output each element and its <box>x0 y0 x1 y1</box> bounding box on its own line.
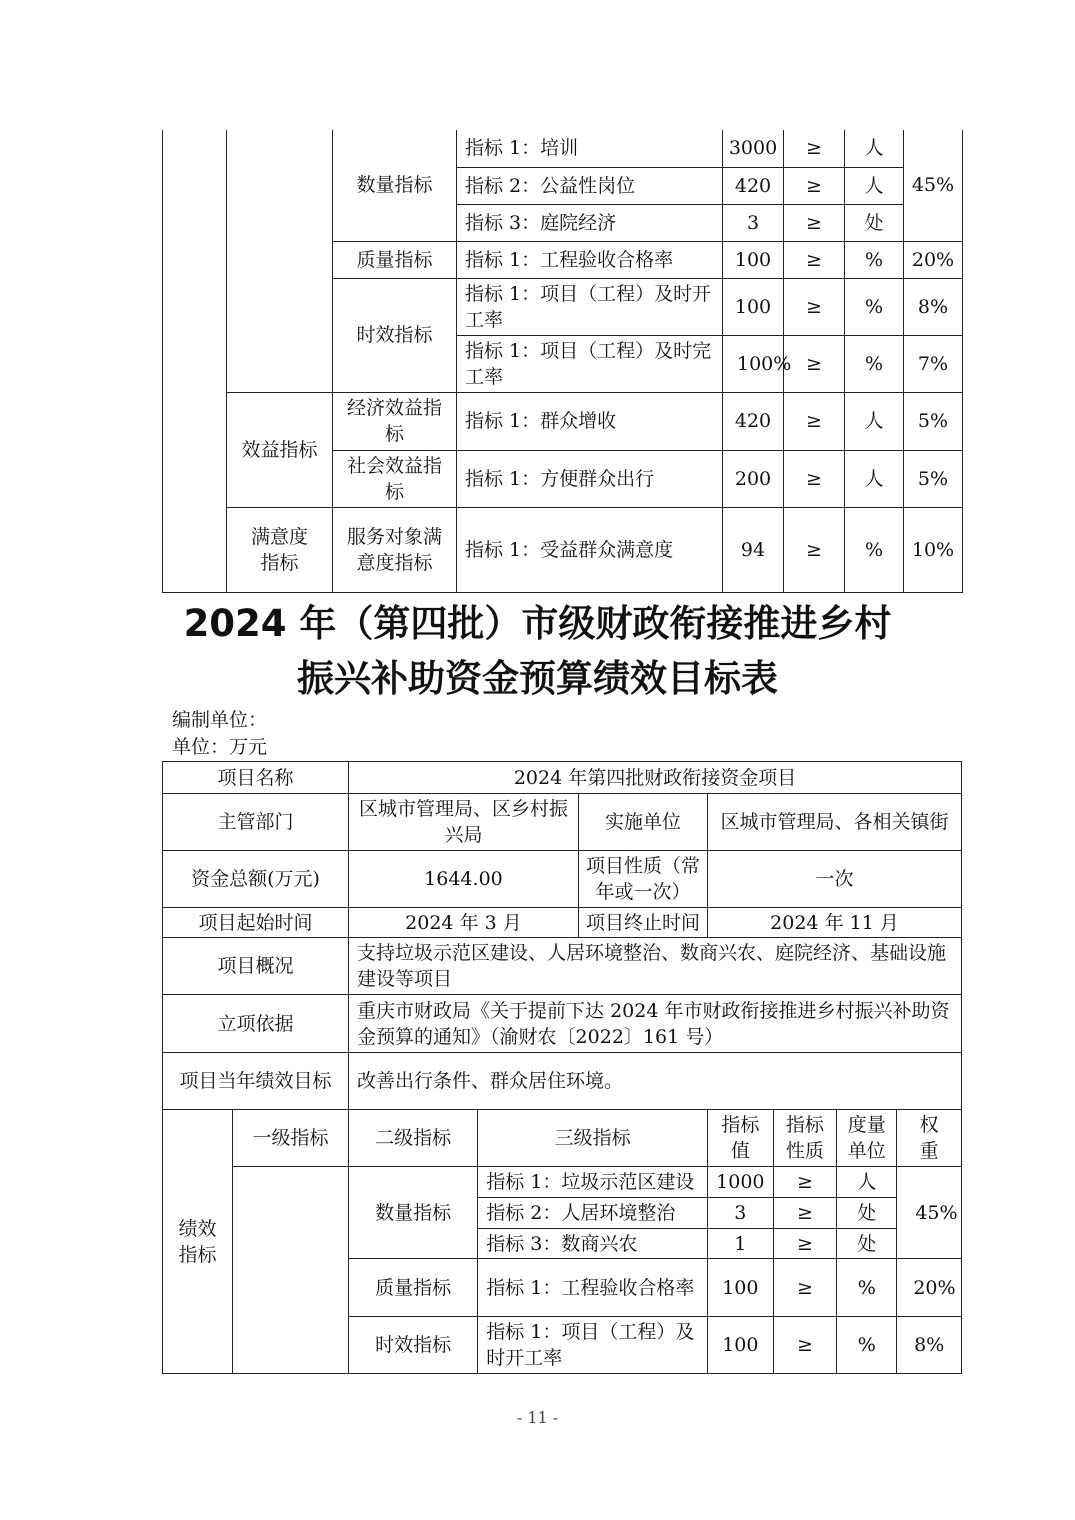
indicator-weight: 5% <box>904 392 963 450</box>
nature-label: 项目性质（常年或一次） <box>578 851 707 908</box>
start-label: 项目起始时间 <box>163 908 349 938</box>
level2-label: 数量指标 <box>333 130 457 241</box>
overview-label: 项目概况 <box>163 938 349 995</box>
header-nature: 指标性质 <box>773 1110 836 1167</box>
indicator-weight: 45% <box>897 1167 962 1259</box>
indicator-weight: 8% <box>904 278 963 335</box>
nature-value: 一次 <box>708 851 962 908</box>
goal-label: 项目当年绩效目标 <box>163 1053 349 1110</box>
level2-label: 经济效益指标 <box>333 392 457 450</box>
level3-name: 指标 2：人居环境整治 <box>478 1198 708 1229</box>
indicator-nature: ≥ <box>773 1229 836 1259</box>
indicator-value: 420 <box>723 167 784 204</box>
performance-target-table <box>162 761 962 1374</box>
dept-label: 主管部门 <box>163 794 349 851</box>
indicator-nature: ≥ <box>784 278 845 335</box>
indicator-unit: 人 <box>837 1167 897 1198</box>
indicator-unit: 人 <box>845 392 904 450</box>
indicator-weight: 20% <box>897 1259 962 1317</box>
indicator-nature: ≥ <box>784 392 845 450</box>
indicator-value: 94 <box>723 507 784 592</box>
indicator-value: 1000 <box>708 1167 774 1198</box>
level3-name: 指标 1：工程验收合格率 <box>457 241 723 278</box>
level3-name: 指标 1：项目（工程）及时开工率 <box>457 278 723 335</box>
header-unit: 度量单位 <box>837 1110 897 1167</box>
level0-cell <box>163 130 227 592</box>
level2-label: 数量指标 <box>349 1167 478 1259</box>
impl-value: 区城市管理局、各相关镇街 <box>708 794 962 851</box>
indicator-value: 3 <box>723 204 784 241</box>
project-name-label: 项目名称 <box>163 762 349 794</box>
level2-label: 时效指标 <box>333 278 457 392</box>
overview-value: 支持垃圾示范区建设、人居环境整治、数商兴农、庭院经济、基础设施建设等项目 <box>349 938 962 995</box>
level1-label: 满意度指标 <box>227 507 333 592</box>
indicator-nature: ≥ <box>773 1167 836 1198</box>
indicator-value: 100% <box>723 335 784 392</box>
indicator-weight: 7% <box>904 335 963 392</box>
end-label: 项目终止时间 <box>578 908 707 938</box>
level3-name: 指标 1：方便群众出行 <box>457 450 723 507</box>
indicator-value: 420 <box>723 392 784 450</box>
indicator-unit: % <box>845 241 904 278</box>
indicator-nature: ≥ <box>784 241 845 278</box>
indicator-value: 100 <box>708 1259 774 1317</box>
level1-output-cell <box>227 130 333 392</box>
indicator-nature: ≥ <box>773 1317 836 1374</box>
indicator-nature: ≥ <box>784 450 845 507</box>
indicator-table-continued <box>162 130 963 593</box>
indicator-weight: 8% <box>897 1317 962 1374</box>
header-level3: 三级指标 <box>478 1110 708 1167</box>
level3-name: 指标 2：公益性岗位 <box>457 167 723 204</box>
indicator-unit: 处 <box>837 1198 897 1229</box>
indicator-unit: 人 <box>845 450 904 507</box>
indicator-unit: % <box>837 1317 897 1374</box>
level3-name: 指标 1：受益群众满意度 <box>457 507 723 592</box>
level3-name: 指标 1：垃圾示范区建设 <box>478 1167 708 1198</box>
level3-name: 指标 1：工程验收合格率 <box>478 1259 708 1317</box>
indicator-unit: 人 <box>845 130 904 167</box>
indicator-value: 100 <box>708 1317 774 1374</box>
level2-label: 时效指标 <box>349 1317 478 1374</box>
indicator-value: 3000 <box>723 130 784 167</box>
total-value: 1644.00 <box>349 851 579 908</box>
level3-name: 指标 1：项目（工程）及时完工率 <box>457 335 723 392</box>
indicator-unit: 处 <box>837 1229 897 1259</box>
indicator-unit: % <box>845 335 904 392</box>
indicator-unit: % <box>845 507 904 592</box>
level3-name: 指标 3：数商兴农 <box>478 1229 708 1259</box>
perf-indicator-label: 绩效指标 <box>163 1110 233 1374</box>
start-value: 2024 年 3 月 <box>349 908 579 938</box>
indicator-weight: 45% <box>904 130 963 241</box>
indicator-unit: % <box>837 1259 897 1317</box>
header-weight: 权重 <box>897 1110 962 1167</box>
header-level2: 二级指标 <box>349 1110 478 1167</box>
indicator-value: 100 <box>723 278 784 335</box>
level1-label: 效益指标 <box>227 392 333 507</box>
document-title-line-2: 振兴补助资金预算绩效目标表 <box>297 657 778 700</box>
indicator-value: 3 <box>708 1198 774 1229</box>
indicator-unit: % <box>845 278 904 335</box>
indicator-weight: 5% <box>904 450 963 507</box>
level3-name: 指标 3：庭院经济 <box>457 204 723 241</box>
header-value: 指标值 <box>708 1110 774 1167</box>
indicator-value: 200 <box>723 450 784 507</box>
level2-label: 社会效益指标 <box>333 450 457 507</box>
level1-output-cell <box>233 1167 349 1374</box>
unit-label: 单位：万元 <box>172 736 268 758</box>
indicator-nature: ≥ <box>784 204 845 241</box>
indicator-unit: 处 <box>845 204 904 241</box>
indicator-nature: ≥ <box>784 335 845 392</box>
indicator-unit: 人 <box>845 167 904 204</box>
document-title-line-1: 2024 年（第四批）市级财政衔接推进乡村 <box>183 602 892 645</box>
level2-label: 服务对象满意度指标 <box>333 507 457 592</box>
indicator-nature: ≥ <box>773 1198 836 1229</box>
indicator-value: 1 <box>708 1229 774 1259</box>
level2-label: 质量指标 <box>333 241 457 278</box>
indicator-nature: ≥ <box>784 167 845 204</box>
basis-label: 立项依据 <box>163 995 349 1053</box>
header-level1: 一级指标 <box>233 1110 349 1167</box>
indicator-weight: 10% <box>904 507 963 592</box>
level2-label: 质量指标 <box>349 1259 478 1317</box>
goal-value: 改善出行条件、群众居住环境。 <box>349 1053 962 1110</box>
indicator-nature: ≥ <box>784 130 845 167</box>
indicator-nature: ≥ <box>784 507 845 592</box>
compiler-label: 编制单位： <box>172 709 268 731</box>
basis-value: 重庆市财政局《关于提前下达 2024 年市财政衔接推进乡村振兴补助资金预算的通知》（渝财农〔2022〕161 号） <box>349 995 962 1053</box>
total-label: 资金总额(万元) <box>163 851 349 908</box>
indicator-nature: ≥ <box>773 1259 836 1317</box>
page-number: - 11 - <box>516 1408 559 1427</box>
indicator-weight: 20% <box>904 241 963 278</box>
level3-name: 指标 1：群众增收 <box>457 392 723 450</box>
end-value: 2024 年 11 月 <box>708 908 962 938</box>
indicator-value: 100 <box>723 241 784 278</box>
level3-name: 指标 1：项目（工程）及时开工率 <box>478 1317 708 1374</box>
dept-value: 区城市管理局、区乡村振兴局 <box>349 794 579 851</box>
impl-label: 实施单位 <box>578 794 707 851</box>
level3-name: 指标 1：培训 <box>457 130 723 167</box>
project-name-value: 2024 年第四批财政衔接资金项目 <box>349 762 962 794</box>
